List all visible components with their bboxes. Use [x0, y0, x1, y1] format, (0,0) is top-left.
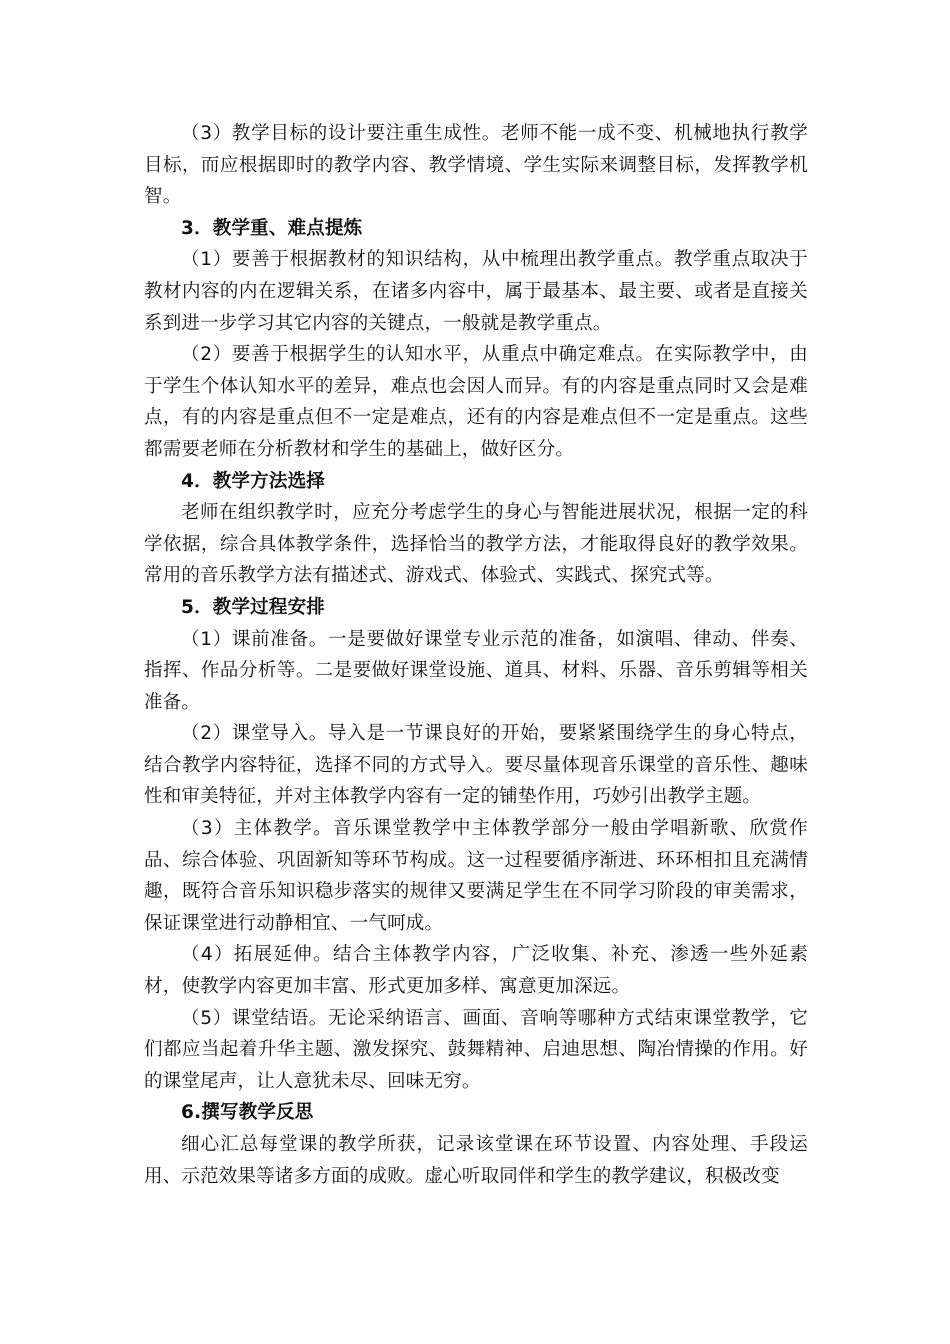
section-heading-key-points: 3．教学重、难点提炼 — [181, 217, 363, 239]
paragraph-introduction: （2）课堂导入。导入是一节课良好的开始，要紧紧围绕学生的身心特点，结合教学内容特征，选择不同的方式导入。要尽量体现音乐课堂的音乐性、趣味性和审美特征，并对主体教学内容有一定的铺垫作用，巧妙引出教学主题。 — [144, 723, 808, 808]
paragraph-preparation: （1）课前准备。一是要做好课堂专业示范的准备，如演唱、律动、伴奏、指挥、作品分析等。二是要做好课堂设施、道具、材料、乐器、音乐剪辑等相关准备。 — [144, 628, 808, 713]
document-page — [144, 118, 808, 1192]
paragraph-conclusion: （5）课堂结语。无论采纳语言、画面、音响等哪种方式结束课堂教学，它们都应当起着升华主题、激发探究、鼓舞精神、启迪思想、陶冶情操的作用。好的课堂尾声，让人意犹未尽、回味无穷。 — [144, 1007, 808, 1092]
paragraph-main-teaching: （3）主体教学。音乐课堂教学中主体教学部分一般由学唱新歌、欣赏作品、综合体验、巩固新知等环节构成。这一过程要循序渐进、环环相扣且充满情趣，既符合音乐知识稳步落实的规律又要满足学生在不同学习阶段的审美需求，保证课堂进行动静相宜、一气呵成。 — [144, 818, 808, 934]
paragraph-objective-generative: （3）教学目标的设计要注重生成性。老师不能一成不变、机械地执行教学目标，而应根据即时的教学内容、教学情境、学生实际来调整目标，发挥教学机智。 — [144, 123, 808, 208]
paragraph-extension: （4）拓展延伸。结合主体教学内容，广泛收集、补充、渗透一些外延素材，使教学内容更加丰富、形式更加多样、寓意更加深远。 — [144, 944, 808, 998]
paragraph-key-points: （1）要善于根据教材的知识结构，从中梳理出教学重点。教学重点取决于教材内容的内在逻辑关系，在诸多内容中，属于最基本、最主要、或者是直接关系到进一步学习其它内容的关键点，一般就是教学重点。 — [144, 249, 808, 334]
section-heading-teaching-process: 5．教学过程安排 — [181, 596, 325, 618]
paragraph-teaching-methods: 老师在组织教学时，应充分考虑学生的身心与智能进展状况，根据一定的科学依据，综合具体教学条件，选择恰当的教学方法，才能取得良好的教学效果。常用的音乐教学方法有描述式、游戏式、体验式、实践式、探究式等。 — [144, 502, 808, 587]
paragraph-reflection: 细心汇总每堂课的教学所获，记录该堂课在环节设置、内容处理、手段运用、示范效果等诸多方面的成败。虚心听取同伴和学生的教学建议，积极改变 — [144, 1134, 808, 1187]
section-heading-teaching-methods: 4．教学方法选择 — [181, 470, 325, 492]
paragraph-difficult-points: （2）要善于根据学生的认知水平，从重点中确定难点。在实际教学中，由于学生个体认知水平的差异，难点也会因人而异。有的内容是重点同时又会是难点，有的内容是重点但不一定是难点，还有的内容是难点但不一定是重点。这些都需要老师在分析教材和学生的基础上，做好区分。 — [144, 344, 808, 460]
section-heading-reflection: 6.撰写教学反思 — [181, 1102, 314, 1124]
